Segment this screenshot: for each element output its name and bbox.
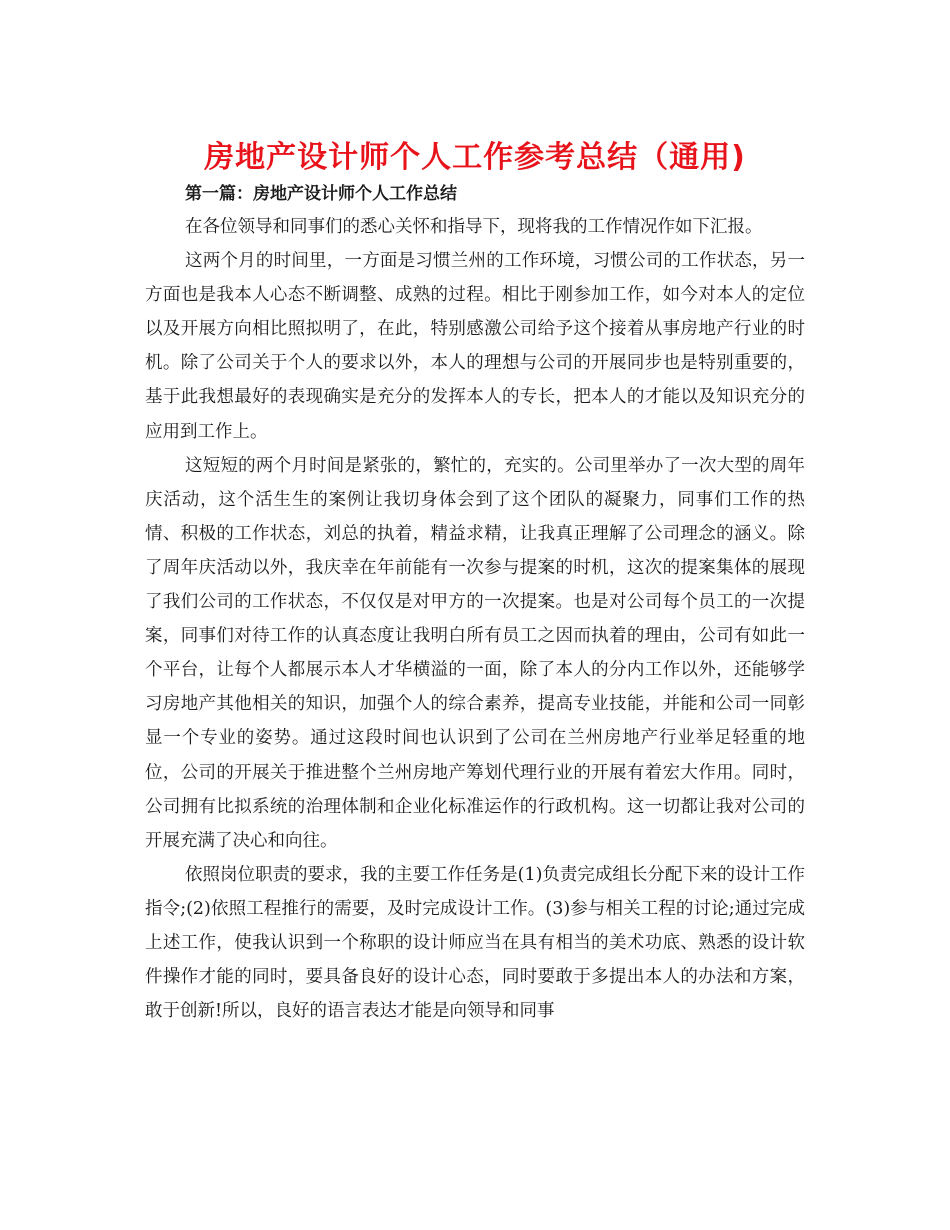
paragraph: 在各位领导和同事们的悉心关怀和指导下，现将我的工作情况作如下汇报。 (185, 217, 763, 237)
section-heading: 第一篇：房地产设计师个人工作总结 (185, 184, 457, 204)
document-title: 房地产设计师个人工作参考总结（通用) (204, 140, 746, 175)
paragraph: 依照岗位职责的要求，我的主要工作任务是(1)负责完成组长分配下来的设计工作指令;(2)依照工程推行的需要，及时完成设计工作。(3)参与相关工程的讨论;通过完成上述工作，使我认识到一个称职的设计师应当在具有相当的美术功底、熟悉的设计软件操作才能的同时，要具备良好的设计心态，同时要敢于多提出本人的办法和方案，敢于创新!所以，良好的语言表达才能是向领导和同事 (145, 864, 805, 1022)
paragraph: 这两个月的时间里，一方面是习惯兰州的工作环境，习惯公司的工作状态，另一方面也是我本人心态不断调整、成熟的过程。相比于刚参加工作，如今对本人的定位以及开展方向相比照拟明了，在此，特别感激公司给予这个接着从事房地产行业的时机。除了公司关于个人的要求以外，本人的理想与公司的开展同步也是特别重要的，基于此我想最好的表现确实是充分的发挥本人的专长，把本人的才能以及知识充分的应用到工作上。 (145, 251, 805, 442)
document-body (145, 210, 805, 1028)
paragraph: 这短短的两个月时间是紧张的，繁忙的，充实的。公司里举办了一次大型的周年庆活动，这个活生生的案例让我切身体会到了这个团队的凝聚力，同事们工作的热情、积极的工作状态，刘总的执着，精益求精，让我真正理解了公司理念的涵义。除了周年庆活动以外，我庆幸在年前能有一次参与提案的时机，这次的提案集体的展现了我们公司的工作状态，不仅仅是对甲方的一次提案。也是对公司每个员工的一次提案，同事们对待工作的认真态度让我明白所有员工之因而执着的理由，公司有如此一个平台，让每个人都展示本人才华横溢的一面，除了本人的分内工作以外，还能够学习房地产其他相关的知识，加强个人的综合素养，提高专业技能，并能和公司一同彰显一个专业的姿势。通过这段时间也认识到了公司在兰州房地产行业举足轻重的地位，公司的开展关于推进整个兰州房地产筹划代理行业的开展有着宏大作用。同时，公司拥有比拟系统的治理体制和企业化标准运作的行政机构。这一切都让我对公司的开展充满了决心和向往。 (145, 455, 805, 851)
